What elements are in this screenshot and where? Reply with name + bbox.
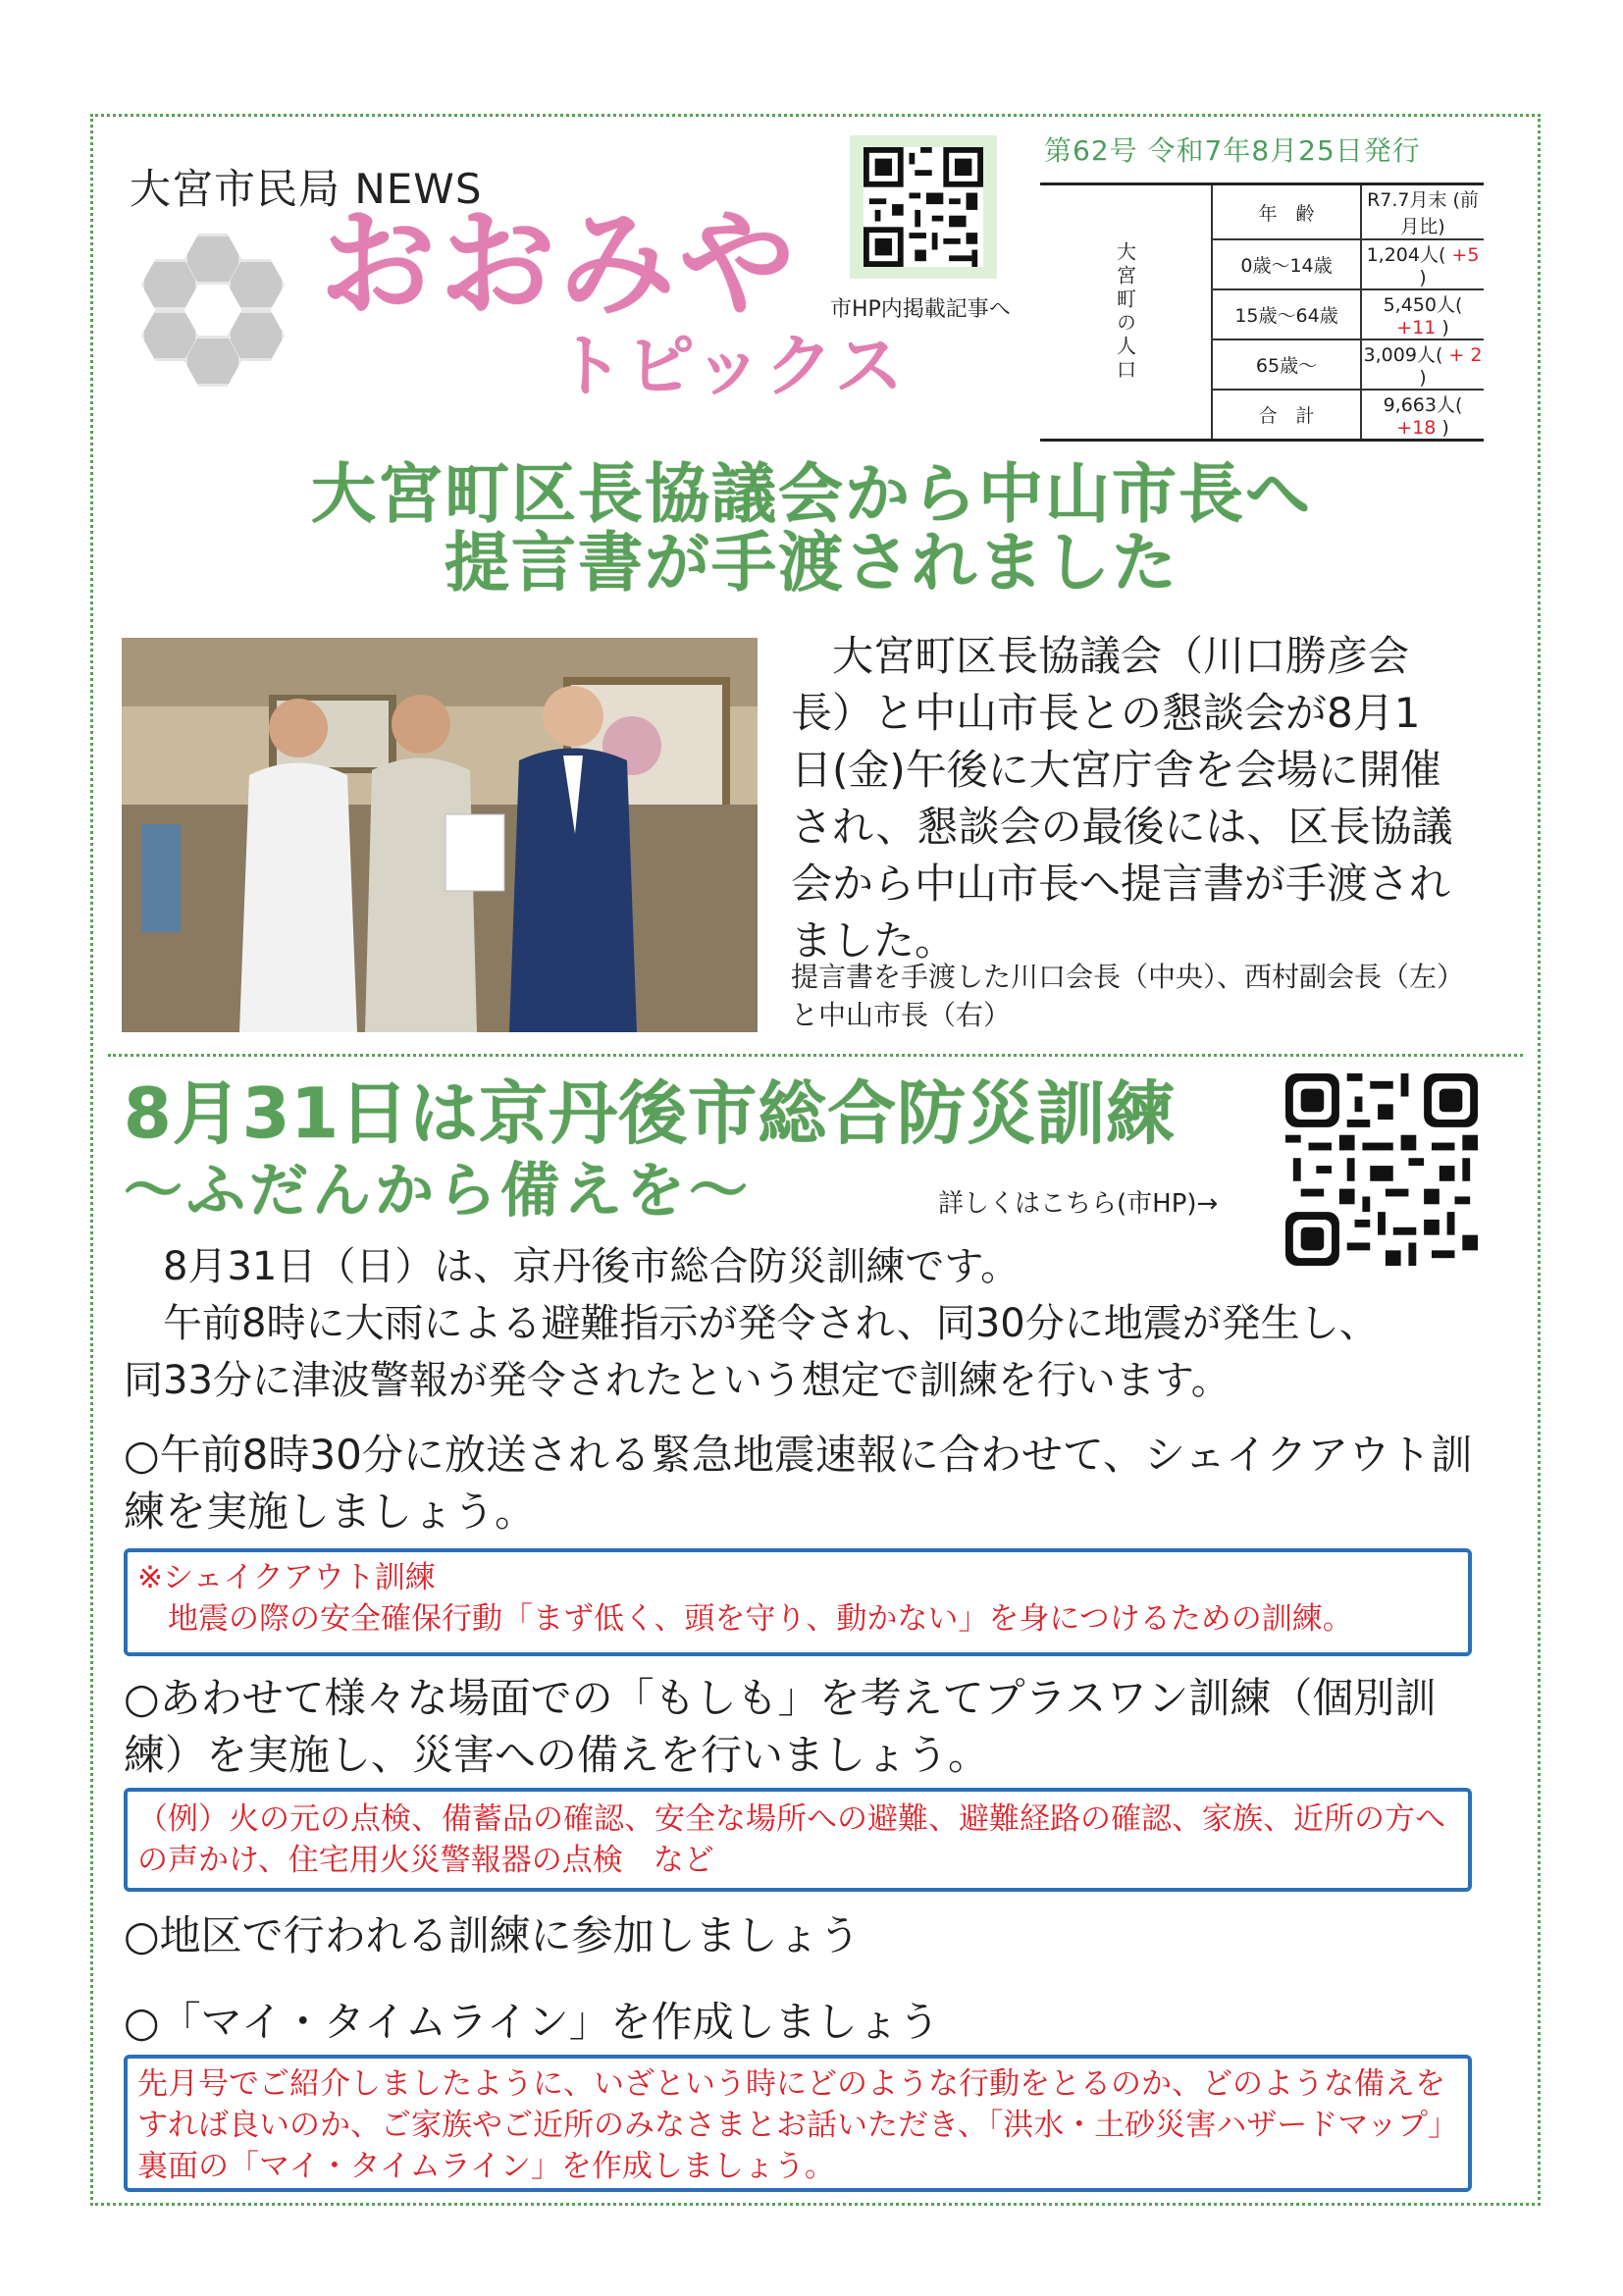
intro-line-1: 8月31日（日）は、京丹後市総合防災訓練です。 [124,1244,1021,1289]
note-box-timeline [124,2055,1472,2192]
table-header-age: 年 齢 [1212,184,1361,240]
note-text: 先月号でご紹介しましたように、いざという時にどのような行動をとるのか、どのような備えをすれば良いのか、ご家族やご近所のみなさまとお話いただき、「洪水・土砂災害ハザードマップ」裏面の「マイ・タイムライン」を作成しましょう。 [137,2066,1459,2184]
issue-date: 第62号 令和7年8月25日発行 [1044,134,1421,167]
count-cell: 9,663人( +18 ) [1361,390,1484,441]
section-divider [108,1054,1523,1057]
count-cell: 3,009人( + 2 ) [1361,339,1484,390]
meeting-photo [122,638,758,1032]
article2-headline: 8月31日は京丹後市総合防災訓練 [124,1073,1177,1154]
note-box-shakeout [124,1548,1472,1656]
count-cell: 1,204人( +5 ) [1361,239,1484,289]
age-cell: 0歳〜14歳 [1212,239,1361,289]
photo-caption: 提言書を手渡した川口会長（中央）、西村副会長（左）と中山市長（右） [791,961,1465,1032]
age-cell: 65歳〜 [1212,339,1361,390]
note-text: （例）火の元の点検、備蓄品の確認、安全な場所への避難、避難経路の確認、家族、近所の方への声かけ、住宅用火災警報器の点検 など [137,1801,1445,1878]
note-box-examples [124,1788,1472,1892]
article1-headline-2: 提言書が手渡されました [445,525,1178,600]
article1-headline-1: 大宮町区長協議会から中山市長へ [311,456,1312,532]
article1-body: 大宮町区長協議会（川口勝彦会長）と中山市長との懇談会が8月1日(金)午後に大宮庁舎を会場に開催され、懇談会の最後には、区長協議会から中山市長へ提言書が手渡されました。 [791,632,1453,965]
bullet-shakeout: ○午前8時30分に放送される緊急地震速報に合わせて、シェイクアウト訓練を実施しましょう。 [124,1431,1473,1536]
population-table [1040,183,1484,442]
newsletter-title: おおみや [320,196,800,332]
table-header-value: R7.7月末 (前月比) [1361,184,1484,240]
article2-subheadline: 〜ふだんから備えを〜 [124,1157,752,1226]
intro-line-2: 午前8時に大雨による避難指示が発令され、同30分に地震が発生し、 [124,1301,1379,1346]
qr-icon [1285,1073,1478,1266]
bullet-my-timeline: ○「マイ・タイムライン」を作成しましょう [124,1998,940,2046]
qr-code-article[interactable] [850,135,997,279]
age-cell: 合 計 [1212,390,1361,441]
bullet-local-drills: ○地区で行われる訓練に参加しましょう [124,1911,861,1959]
qr-caption-details: 詳しくはこちら(市HP)→ [938,1189,1219,1219]
count-cell: 5,450人( +11 ) [1361,289,1484,339]
newsletter-subtitle: トピックス [555,326,906,406]
qr-icon [862,147,985,267]
age-cell: 15歳〜64歳 [1212,289,1361,339]
qr-caption: 市HP内掲載記事へ [830,297,1011,322]
table-row [1040,184,1484,240]
bullet-plus-one: ○あわせて様々な場面での「もしも」を考えてプラスワン訓練（個別訓練）を実施し、災害への備えを行いましょう。 [124,1674,1437,1779]
note-title: ※シェイクアウト訓練 [137,1560,436,1595]
news-label: 大宮市民局 NEWS [130,165,483,213]
qr-code-details[interactable] [1285,1073,1478,1266]
note-text: 地震の際の安全確保行動「まず低く、頭を守り、動かない」を身につけるための訓練。 [137,1600,1353,1637]
population-side-label: 大宮町の人口 [1040,184,1212,441]
intro-line-3: 同33分に津波警報が発令されたという想定で訓練を行います。 [124,1358,1230,1403]
logo-hexagons [128,234,294,381]
